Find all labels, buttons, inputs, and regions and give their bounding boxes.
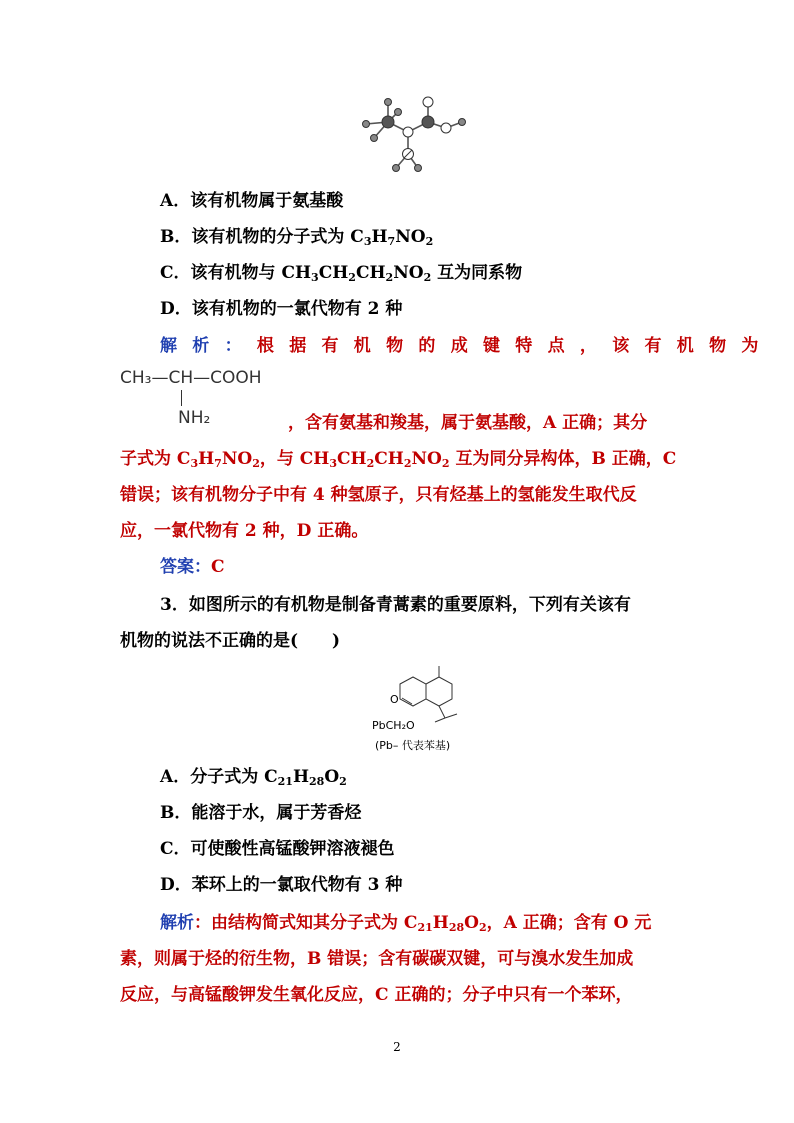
figure-caption: (Pb– 代表苯基) <box>375 739 451 752</box>
analysis-q2-line2: ，含有氨基和羧基，属于氨基酸，A 正确；其分 <box>288 413 648 433</box>
page-number: 2 <box>393 1040 401 1054</box>
ball-and-stick-model <box>350 92 480 182</box>
option-b: B．该有机物的分子式为 $C_3H_7NO_2$ <box>160 227 434 248</box>
analysis-q2-line3: 子式为 $C_3H_7NO_2$，与 $CH_3CH_2CH_2NO_2$ 互为同分异构体，B 正确，C <box>120 449 677 470</box>
analysis-q2-line1: 解析：根据有机物的成键特点，该有机物为 <box>160 336 774 356</box>
answer-q2: 答案：C <box>160 557 225 577</box>
question3-line1: 3．如图所示的有机物是制备青蒿素的重要原料，下列有关该有 <box>160 595 631 615</box>
figure-substituent-label: PbCH₂O <box>372 719 415 732</box>
analysis-q2-line5: 应，一氯代物有 2 种，D 正确。 <box>120 521 369 541</box>
oxygen-label: O <box>390 693 399 706</box>
q3-option-d: D．苯环上的一氯取代物有 3 种 <box>160 875 403 895</box>
option-a: A．该有机物属于氨基酸 <box>160 191 344 211</box>
analysis-label: 解析： <box>160 336 257 356</box>
option-d: D．该有机物的一氯代物有 2 种 <box>160 299 403 319</box>
q3-option-b: B．能溶于水，属于芳香烃 <box>160 803 362 823</box>
q3-option-c: C．可使酸性高锰酸钾溶液褪色 <box>160 839 395 859</box>
question3-line2: 机物的说法不正确的是( ) <box>120 631 341 651</box>
analysis-q3-line1: 解析：由结构简式知其分子式为 $C_{21}H_{28}O_2$，A 正确；含有 O 元 <box>160 913 652 934</box>
option-c: C．该有机物与 $CH_3CH_2CH_2NO_2$ 互为同系物 <box>160 263 523 284</box>
analysis-q3-line3: 反应，与高锰酸钾发生氧化反应，C 正确的；分子中只有一个苯环， <box>120 985 633 1005</box>
q3-option-a: A．分子式为 $C_{21}H_{28}O_2$ <box>160 767 347 788</box>
analysis-q2-line4: 错误；该有机物分子中有 4 种氢原子，只有烃基上的氢能发生取代反 <box>120 485 637 505</box>
analysis-q3-line2: 素，则属于烃的衍生物，B 错误；含有碳碳双键，可与溴水发生加成 <box>120 949 634 969</box>
structural-formula: CH₃—CH—COOH NH₂ <box>120 368 262 428</box>
